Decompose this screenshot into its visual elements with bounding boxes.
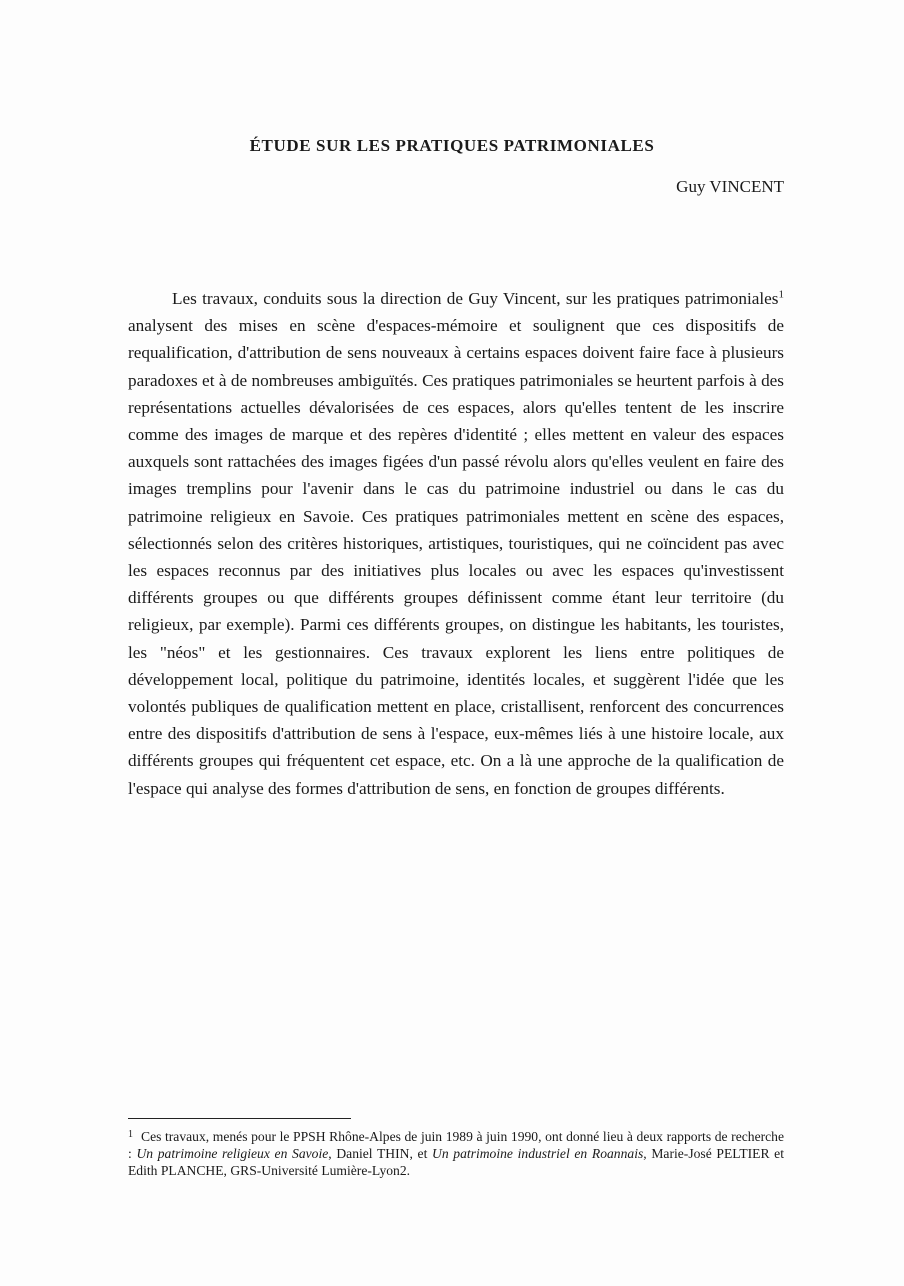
footnote-report-title-2: Un patrimoine industriel en Roannais (432, 1146, 644, 1161)
footnote-separator (128, 1118, 351, 1119)
footnote-report-title-1: Un patrimoine religieux en Savoie (136, 1146, 329, 1161)
footnote-marker: 1 (128, 1129, 133, 1140)
footnote-text-2: , Daniel THIN, et (328, 1146, 433, 1161)
paragraph-lead: Les travaux, conduits sous la direction de Guy Vincent, sur les pratiques patrimoniales (172, 289, 779, 308)
footnote-text-3: , Marie-José PELTIER et Edith PLANCHE, GRS-Université Lumière-Lyon2. (128, 1146, 784, 1178)
paragraph-rest: analysent des mises en scène d'espaces-mémoire et soulignent que ces dispositifs de requalification, d'attribution de sens nouveaux à certains espaces doivent faire face à plusieurs paradoxes et à de nombreuses ambiguïtés. Ces pratiques patrimoniales se heurtent parfois à des représentations actuelles dévalorisées de ces espaces, alors qu'elles tentent de les inscrire comme des images de marque et des repères d'identité ; elles mettent en valeur des espaces auxquels sont rattachées des images figées d'un passé révolu alors qu'elles veulent en faire des images tremplins pour l'avenir dans le cas du patrimoine industriel ou dans le cas du patrimoine religieux en Savoie. Ces pratiques patrimoniales mettent en scène des espaces, sélectionnés selon des critères historiques, artistiques, touristiques, qui ne coïncident pas avec les espaces reconnus par des initiatives plus locales ou avec les espaces qu'investissent différents groupes ou que différents groupes définissent comme étant leur territoire (du religieux, par exemple). Parmi ces différents groupes, on distingue les habitants, les touristes, les "néos" et les gestionnaires. Ces travaux explorent les liens entre politiques de développement local, politique du patrimoine, identités locales, et suggèrent l'idée que les volontés publiques de qualification mettent en place, cristallisent, renforcent des concurrences entre des dispositifs d'attribution de sens à l'espace, eux-mêmes liés à une histoire locale, aux différents groupes qui fréquentent cet espace, etc. On a là une approche de la qualification de l'espace qui analyse des formes d'attribution de sens, en fonction de groupes différents. (128, 316, 784, 798)
footnote-reference[interactable]: 1 (778, 288, 784, 301)
author-name: Guy VINCENT (676, 177, 784, 196)
body-paragraph (128, 285, 784, 802)
footnote (128, 1126, 784, 1179)
document-title: ÉTUDE SUR LES PRATIQUES PATRIMONIALES (249, 136, 655, 155)
footnote-text-1: Ces travaux, menés pour le PPSH Rhône-Alpes de juin 1989 à juin 1990, ont donné lieu à deux rapports de recherche : (128, 1129, 784, 1161)
